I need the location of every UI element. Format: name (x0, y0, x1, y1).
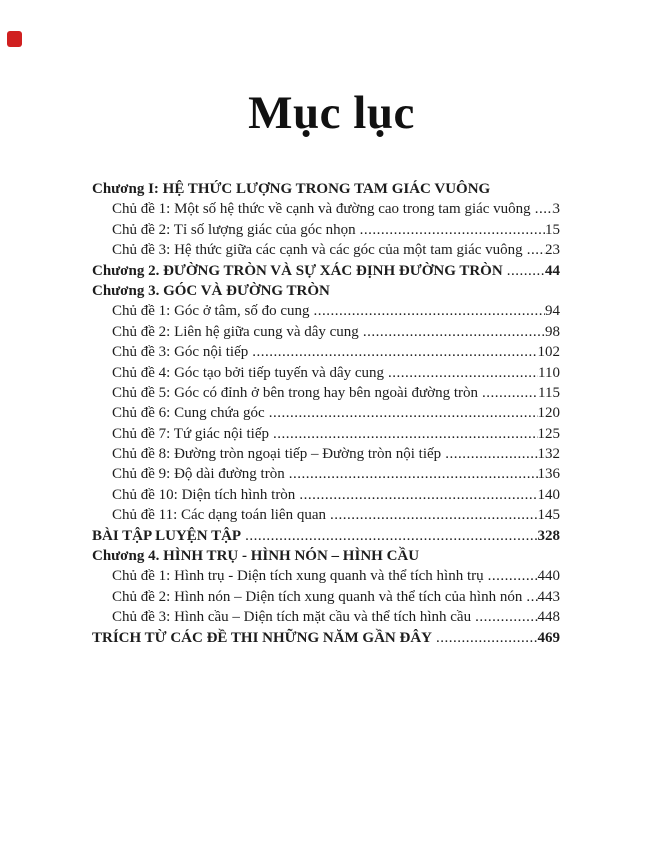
table-of-contents (92, 179, 560, 648)
toc-dot-leader (507, 261, 545, 281)
toc-entry-label: Chủ đề 6: Cung chứa góc (112, 405, 265, 422)
toc-dot-leader (436, 628, 537, 648)
toc-dot-leader (535, 199, 553, 219)
toc-dot-leader (488, 566, 538, 586)
toc-page-number: 132 (537, 446, 560, 463)
toc-entry-label: Chương 4. HÌNH TRỤ - HÌNH NÓN – HÌNH CẦU (92, 548, 420, 565)
toc-entry[interactable] (92, 607, 560, 627)
toc-dot-leader (314, 301, 546, 321)
toc-page-number: 136 (537, 466, 560, 483)
toc-dot-leader (482, 383, 538, 403)
toc-page-number: 15 (545, 221, 560, 238)
toc-page-number: 102 (537, 344, 560, 361)
toc-entry[interactable] (92, 628, 560, 648)
toc-entry[interactable] (92, 301, 560, 321)
toc-entry-label: Chủ đề 10: Diện tích hình tròn (112, 486, 296, 503)
toc-page-number: 125 (537, 425, 560, 442)
toc-entry-label: Chủ đề 3: Hệ thức giữa các cạnh và các góc của một tam giác vuông (112, 242, 523, 259)
toc-page-number: 23 (545, 242, 560, 259)
toc-page-number: 443 (537, 588, 560, 605)
toc-dot-leader (445, 444, 537, 464)
toc-entry-label: Chủ đề 5: Góc có đỉnh ở bên trong hay bên ngoài đường tròn (112, 384, 479, 401)
toc-page-number: 44 (545, 262, 560, 279)
toc-page-number: 115 (538, 384, 560, 401)
toc-entry-label: TRÍCH TỪ CÁC ĐỀ THI NHỮNG NĂM GẦN ĐÂY (92, 629, 433, 646)
toc-entry-label: Chủ đề 1: Một số hệ thức về cạnh và đường cao trong tam giác vuông (112, 201, 531, 218)
toc-dot-leader (299, 485, 537, 505)
toc-dot-leader (252, 342, 537, 362)
toc-entry[interactable] (92, 403, 560, 423)
toc-entry-label: Chủ đề 9: Độ dài đường tròn (112, 466, 285, 483)
toc-entry-label: Chủ đề 4: Góc tạo bởi tiếp tuyến và dây cung (112, 364, 385, 381)
toc-dot-leader (526, 587, 537, 607)
toc-entry[interactable] (92, 363, 560, 383)
toc-dot-leader (388, 363, 538, 383)
toc-dot-leader (360, 220, 545, 240)
toc-entry[interactable] (92, 546, 560, 566)
toc-dot-leader (363, 322, 545, 342)
toc-entry-label: Chương I: HỆ THỨC LƯỢNG TRONG TAM GIÁC VUÔNG (92, 181, 491, 197)
toc-entry[interactable] (92, 240, 560, 260)
toc-page-number: 140 (537, 486, 560, 503)
toc-page-number: 3 (552, 201, 560, 218)
toc-page-number: 469 (537, 629, 560, 646)
red-bookmark-icon (7, 31, 22, 47)
toc-dot-leader (330, 505, 538, 525)
toc-entry-label: Chủ đề 1: Góc ở tâm, số đo cung (112, 303, 310, 320)
toc-page-number: 145 (537, 507, 560, 524)
toc-entry[interactable] (92, 424, 560, 444)
page-title: Mục lục (248, 87, 415, 139)
toc-entry[interactable] (92, 220, 560, 240)
toc-dot-leader (273, 424, 538, 444)
toc-entry[interactable] (92, 505, 560, 525)
toc-page-number: 94 (545, 303, 560, 320)
toc-entry-label: Chủ đề 8: Đường tròn ngoại tiếp – Đường tròn nội tiếp (112, 446, 442, 463)
toc-dot-leader (527, 240, 545, 260)
toc-entry-label: Chủ đề 11: Các dạng toán liên quan (112, 507, 326, 524)
toc-entry-label: Chủ đề 2: Hình nón – Diện tích xung quanh và thể tích của hình nón (112, 588, 523, 605)
toc-entry[interactable] (92, 587, 560, 607)
toc-entry-label: Chủ đề 1: Hình trụ - Diện tích xung quanh và thể tích hình trụ (112, 568, 484, 585)
toc-dot-leader (475, 607, 537, 627)
toc-entry[interactable] (92, 464, 560, 484)
toc-page-number: 328 (537, 527, 560, 544)
toc-dot-leader (245, 526, 537, 546)
toc-page-number: 448 (537, 609, 560, 626)
toc-entry-label: Chương 2. ĐƯỜNG TRÒN VÀ SỰ XÁC ĐỊNH ĐƯỜNG TRÒN (92, 262, 503, 279)
toc-entry[interactable] (92, 342, 560, 362)
toc-page-number: 110 (538, 364, 560, 381)
toc-page-number: 98 (545, 323, 560, 340)
toc-entry[interactable] (92, 566, 560, 586)
toc-entry-label: BÀI TẬP LUYỆN TẬP (92, 527, 242, 544)
toc-entry[interactable] (92, 281, 560, 301)
toc-page-number: 120 (537, 405, 560, 422)
toc-entry[interactable] (92, 444, 560, 464)
toc-entry[interactable] (92, 261, 560, 281)
toc-entry[interactable] (92, 199, 560, 219)
toc-entry[interactable] (92, 322, 560, 342)
toc-entry-label: Chủ đề 7: Tứ giác nội tiếp (112, 425, 269, 442)
toc-entry-label: Chương 3. GÓC VÀ ĐƯỜNG TRÒN (92, 282, 330, 299)
toc-entry[interactable] (92, 383, 560, 403)
toc-entry-label: Chủ đề 3: Hình cầu – Diện tích mặt cầu và thể tích hình cầu (112, 609, 472, 626)
toc-entry[interactable] (92, 526, 560, 546)
toc-entry-label: Chủ đề 3: Góc nội tiếp (112, 344, 249, 361)
toc-page-number: 440 (537, 568, 560, 585)
toc-entry-label: Chủ đề 2: Tỉ số lượng giác của góc nhọn (112, 221, 356, 238)
toc-dot-leader (269, 403, 538, 423)
toc-dot-leader (289, 464, 538, 484)
toc-entry[interactable] (92, 179, 560, 199)
toc-entry[interactable] (92, 485, 560, 505)
toc-entry-label: Chủ đề 2: Liên hệ giữa cung và dây cung (112, 323, 359, 340)
